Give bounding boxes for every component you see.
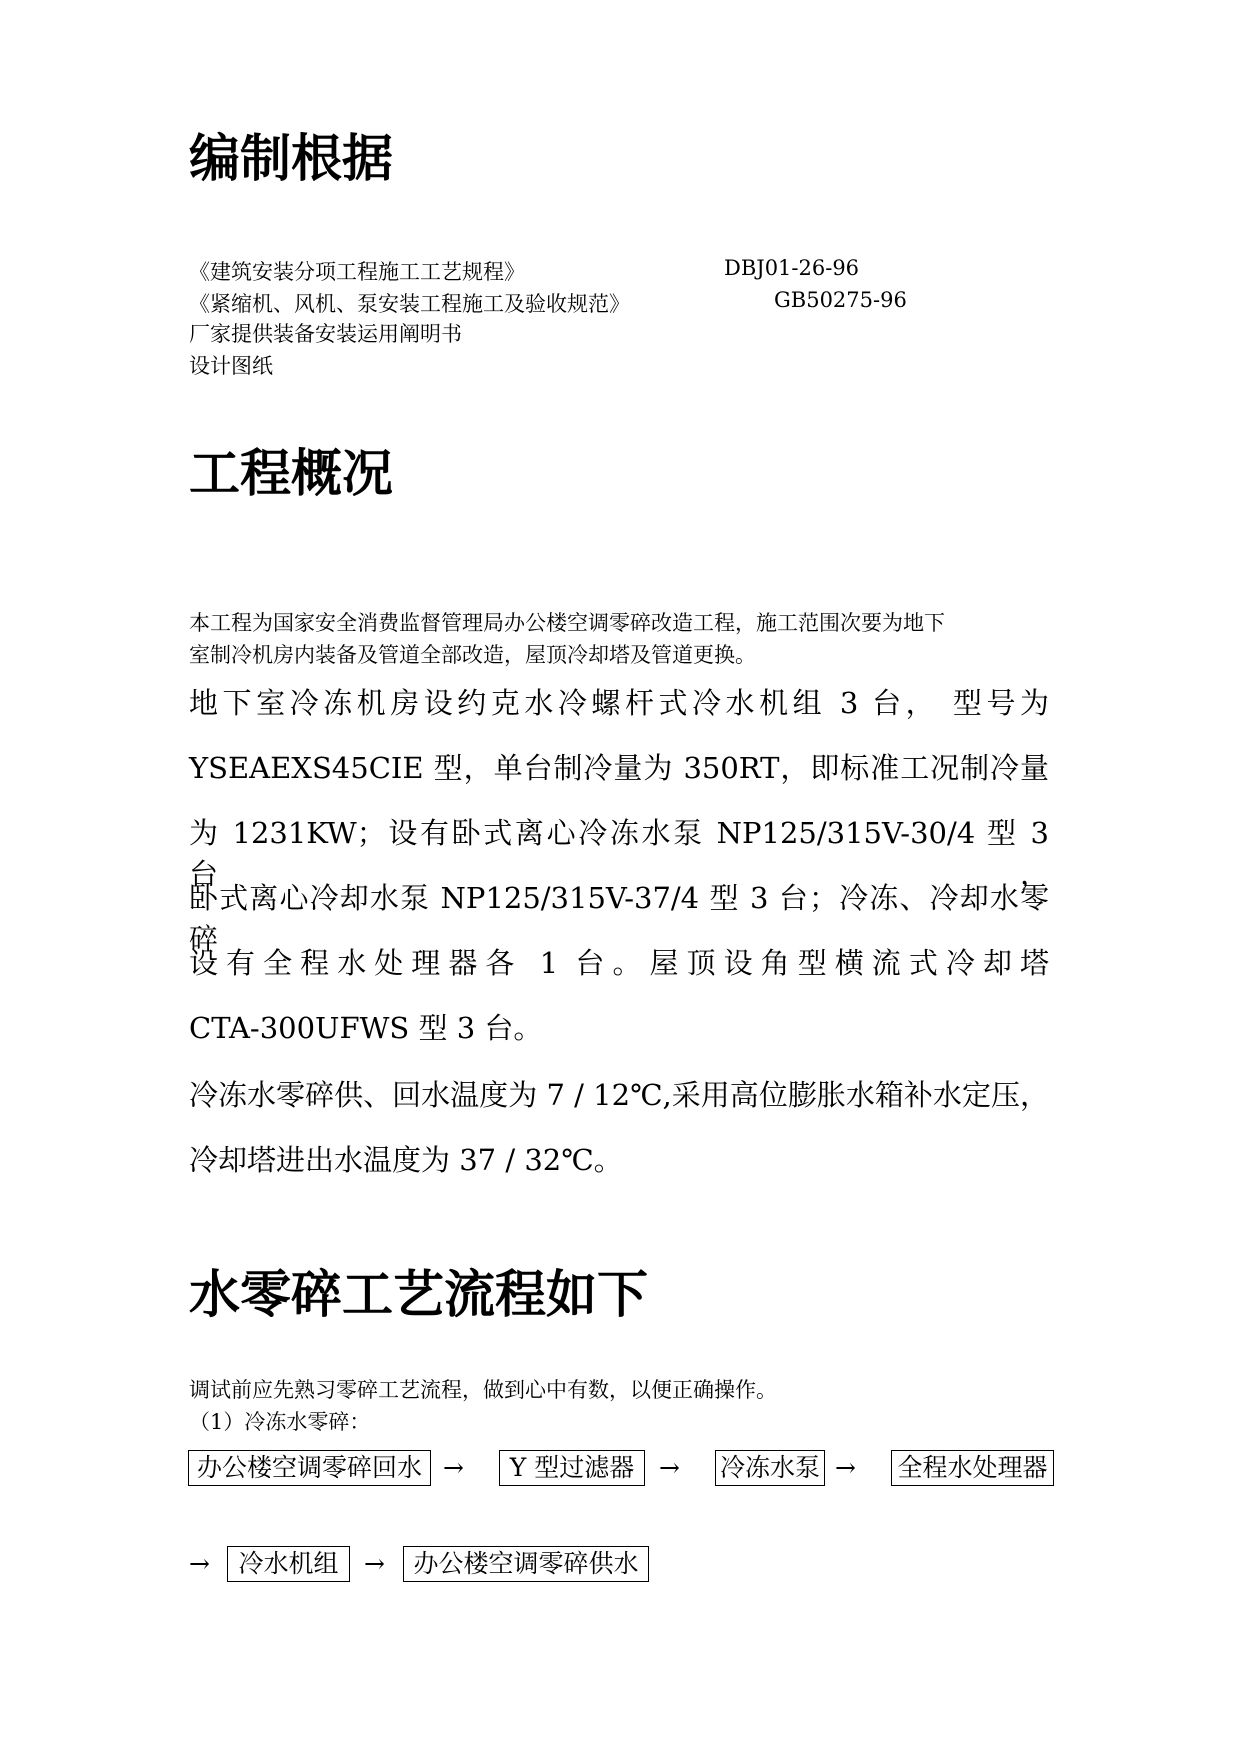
overview-body-line: 设有全程水处理器各 1 台。屋顶设角型横流式冷却塔 [189,946,1049,980]
reference-name: 《紧缩机、风机、泵安装工程施工及验收规范》 [189,292,630,316]
overview-temp-line: 冷却塔进出水温度为 37 / 32℃。 [189,1143,623,1177]
flow-arrow: → [659,1453,680,1482]
section-title-basis: 编制根据 [189,130,394,189]
flow-arrow: → [835,1453,856,1482]
flow-step-chilled-pump: 冷冻水泵 [715,1450,825,1486]
flow-arrow: → [189,1549,210,1578]
section-title-overview: 工程概况 [189,445,394,504]
overview-intro-line: 室制冷机房内装备及管道全部改造，屋顶冷却塔及管道更换。 [189,643,756,667]
overview-body-line: 地下室冷冻机房设约克水冷螺杆式冷水机组 3 台， 型号为 [189,686,1049,720]
flow-step-supply-water: 办公楼空调零碎供水 [403,1546,649,1582]
flow-step-return-water: 办公楼空调零碎回水 [188,1450,431,1486]
flow-subtitle: （1）冷冻水零碎： [189,1410,371,1434]
overview-body-line: 卧式离心冷却水泵 NP125/315V-37/4 型 3 台；冷冻、冷却水零碎 [189,881,1049,956]
section-title-flow: 水零碎工艺流程如下 [189,1266,649,1325]
overview-intro-line: 本工程为国家安全消费监督管理局办公楼空调零碎改造工程，施工范围次要为地下 [189,611,945,635]
overview-body-line: YSEAEXS45CIE 型，单台制冷量为 350RT，即标准工况制冷量 [189,751,1049,785]
flow-arrow: → [364,1549,385,1578]
flow-intro: 调试前应先熟习零碎工艺流程，做到心中有数，以便正确操作。 [189,1378,777,1402]
reference-code: DBJ01-26-96 [724,256,860,280]
overview-body-line: 为 1231KW；设有卧式离心冷冻水泵 NP125/315V-30/4 型 3 台， [189,816,1049,891]
flow-arrow: → [443,1453,464,1482]
flow-step-y-filter: Y 型过滤器 [499,1450,645,1486]
basis-item: 厂家提供装备安装运用阐明书 [189,322,462,346]
reference-row [189,256,949,288]
overview-temp-line: 冷冻水零碎供、回水温度为 7 / 12℃,采用高位膨胀水箱补水定压， [189,1078,1049,1112]
flow-step-water-treatment: 全程水处理器 [891,1450,1054,1486]
reference-name: 《建筑安装分项工程施工工艺规程》 [189,260,525,284]
reference-code: GB50275-96 [774,288,907,312]
reference-row [189,288,949,320]
overview-body-line: CTA-300UFWS 型 3 台。 [189,1011,543,1045]
basis-item: 设计图纸 [189,354,273,378]
flow-step-chiller: 冷水机组 [227,1546,350,1582]
